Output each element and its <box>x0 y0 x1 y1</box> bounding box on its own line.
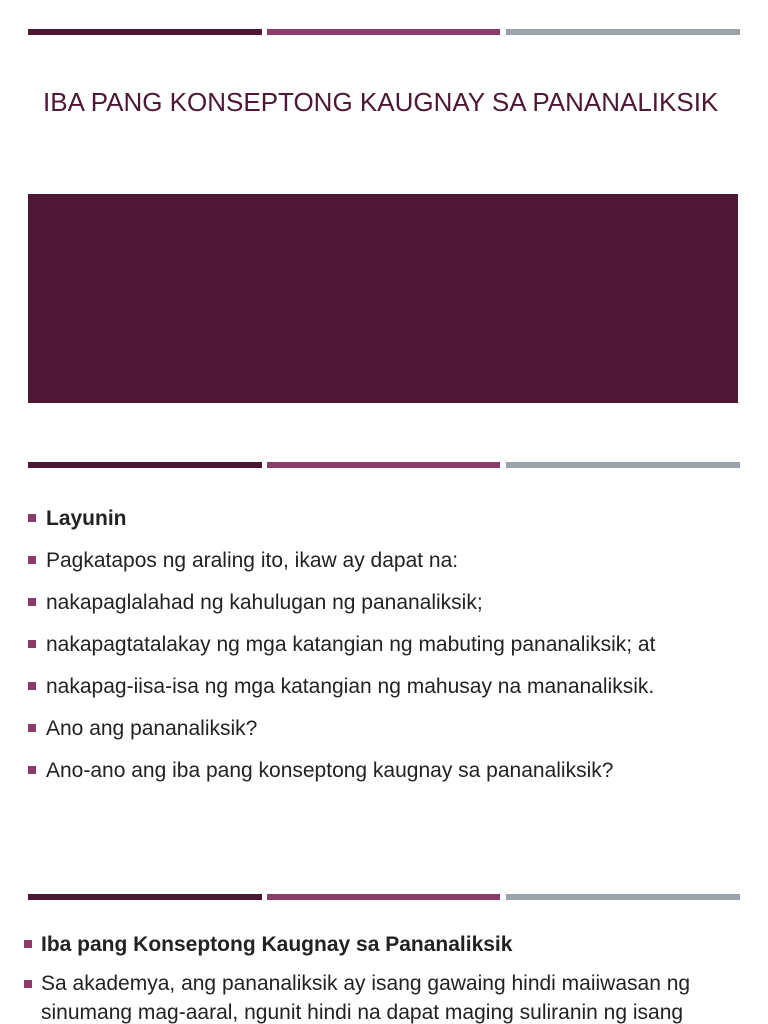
stripe-gray <box>506 462 740 468</box>
slide-title: IBA PANG KONSEPTONG KAUGNAY SA PANANALIKSIK <box>43 87 719 117</box>
square-bullet-icon <box>28 682 36 690</box>
list-item-text: Ano ang pananaliksik? <box>46 717 258 740</box>
slide2-accent-stripes <box>28 462 740 468</box>
slide3-accent-stripes <box>28 894 740 900</box>
paragraph-text: Sa akademya, ang pananaliksik ay isang gawaing hindi maiiwasan ng sinumang mag-aaral, ngunit hindi na dapat maging suliranin ng isang <box>41 972 691 1024</box>
concepts-list <box>24 925 736 1024</box>
stripe-gray <box>506 29 740 35</box>
list-item-text: Ano-ano ang iba pang konseptong kaugnay sa pananaliksik? <box>46 759 614 782</box>
list-item <box>24 925 736 965</box>
list-item-text: nakapagtatalakay ng mga katangian ng mabuting pananaliksik; at <box>46 633 656 656</box>
stripe-plum <box>28 29 262 35</box>
list-item <box>28 582 740 624</box>
square-bullet-icon <box>24 940 32 948</box>
list-item-text: nakapaglalahad ng kahulugan ng pananaliksik; <box>46 591 483 614</box>
list-item-text: Pagkatapos ng araling ito, ikaw ay dapat na: <box>46 549 459 572</box>
list-item <box>28 540 740 582</box>
square-bullet-icon <box>24 980 32 988</box>
stripe-plum <box>28 462 262 468</box>
list-item-text: nakapag-iisa-isa ng mga katangian ng mahusay na mananaliksik. <box>46 675 655 698</box>
list-item <box>28 708 740 750</box>
list-item <box>28 624 740 666</box>
top-accent-stripes <box>28 29 740 35</box>
list-item <box>28 666 740 708</box>
list-item <box>24 969 741 1024</box>
list-item-text: Layunin <box>46 507 127 530</box>
stripe-magenta <box>267 894 500 900</box>
stripe-magenta <box>267 462 500 468</box>
square-bullet-icon <box>28 640 36 648</box>
stripe-magenta <box>267 29 500 35</box>
square-bullet-icon <box>28 766 36 774</box>
square-bullet-icon <box>28 724 36 732</box>
stripe-plum <box>28 894 262 900</box>
section-heading: Iba pang Konseptong Kaugnay sa Pananaliksik <box>41 933 513 956</box>
stripe-gray <box>506 894 740 900</box>
square-bullet-icon <box>28 556 36 564</box>
square-bullet-icon <box>28 514 36 522</box>
square-bullet-icon <box>28 598 36 606</box>
objectives-list <box>28 498 740 792</box>
list-item <box>28 498 740 540</box>
list-item <box>28 750 740 792</box>
title-color-block <box>28 194 738 403</box>
